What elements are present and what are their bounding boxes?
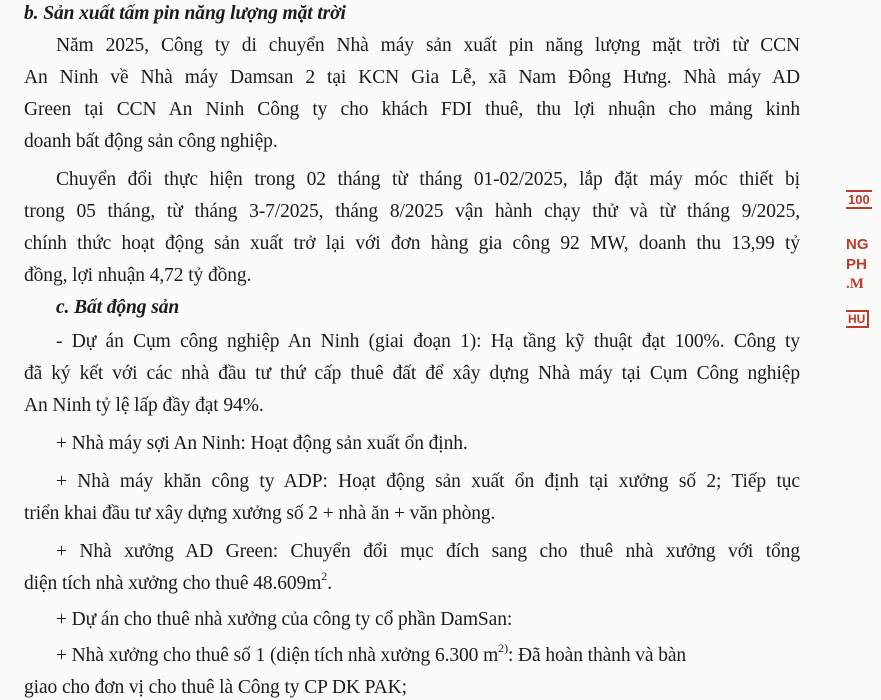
paragraph-line: Green tại CCN An Ninh Công ty cho khách FDI thuê, thu lợi nhuận cho mảng kinh (24, 99, 800, 120)
paragraph-line: doanh bất động sản công nghiệp. (24, 131, 278, 152)
paragraph-line: An Ninh tỷ lệ lấp đầy đạt 94%. (24, 395, 264, 416)
factory-area-text: + Nhà xưởng cho thuê số 1 (diện tích nhà xưởng 6.300 m (56, 645, 499, 666)
superscript: 2) (498, 640, 508, 655)
paragraph-line: chính thức hoạt động sản xuất trở lại với đơn hàng gia công 92 MW, doanh thu 13,99 tỷ (24, 233, 800, 254)
stamp-text: 100 (848, 192, 870, 207)
paragraph-line: - Dự án Cụm công nghiệp An Ninh (giai đoạn 1): Hạ tầng kỹ thuật đạt 100%. Công ty (56, 331, 800, 352)
factory-status-text: : Đã hoàn thành và bàn (507, 645, 687, 666)
paragraph-line (24, 568, 332, 596)
paragraph-line: + Nhà xưởng AD Green: Chuyển đổi mục đích sang cho thuê nhà xưởng với tổng (56, 541, 800, 562)
paragraph-line: Chuyển đổi thực hiện trong 02 tháng từ tháng 01-02/2025, lắp đặt máy móc thiết bị (56, 169, 800, 190)
section-heading-b: b. Sản xuất tấm pin năng lượng mặt trời (24, 3, 346, 24)
paragraph-line: An Ninh về Nhà máy Damsan 2 tại KCN Gia Lễ, xã Nam Đông Hưng. Nhà máy AD (24, 67, 800, 88)
paragraph-line: đã ký kết với các nhà đầu tư thứ cấp thuê đất để xây dựng Nhà máy tại Cụm Công nghiệp (24, 363, 800, 384)
paragraph-line: + Nhà máy sợi An Ninh: Hoạt động sản xuất ổn định. (56, 433, 468, 454)
area-text: diện tích nhà xưởng cho thuê 48.609m (24, 573, 322, 594)
section-heading-c: c. Bất động sản (56, 297, 180, 318)
stamp-text: HU (846, 310, 869, 328)
stamp-text: NG (846, 236, 869, 253)
stamp-text: .M (846, 276, 864, 292)
paragraph-line: đồng, lợi nhuận 4,72 tỷ đồng. (24, 265, 252, 286)
factory-text (56, 640, 687, 668)
paragraph-line: + Nhà máy khăn công ty ADP: Hoạt động sản xuất ổn định tại xưởng số 2; Tiếp tục (56, 471, 800, 492)
stamp-text: PH (846, 256, 867, 273)
paragraph-line: triển khai đầu tư xây dựng xưởng số 2 + nhà ăn + văn phòng. (24, 503, 496, 524)
paragraph-line: giao cho đơn vị cho thuê là Công ty CP DK PAK; (24, 677, 407, 698)
superscript: 2 (321, 568, 328, 583)
paragraph-line: Năm 2025, Công ty di chuyển Nhà máy sản xuất pin năng lượng mặt trời từ CCN (56, 35, 800, 56)
red-seal-stamp (846, 180, 881, 380)
paragraph-line (56, 640, 800, 668)
paragraph-line: + Dự án cho thuê nhà xưởng của công ty cổ phần DamSan: (56, 609, 513, 630)
paragraph-line: trong 05 tháng, từ tháng 3-7/2025, tháng 8/2025 vận hành chạy thử và từ tháng 9/2025, (24, 201, 800, 222)
period: . (327, 573, 332, 594)
